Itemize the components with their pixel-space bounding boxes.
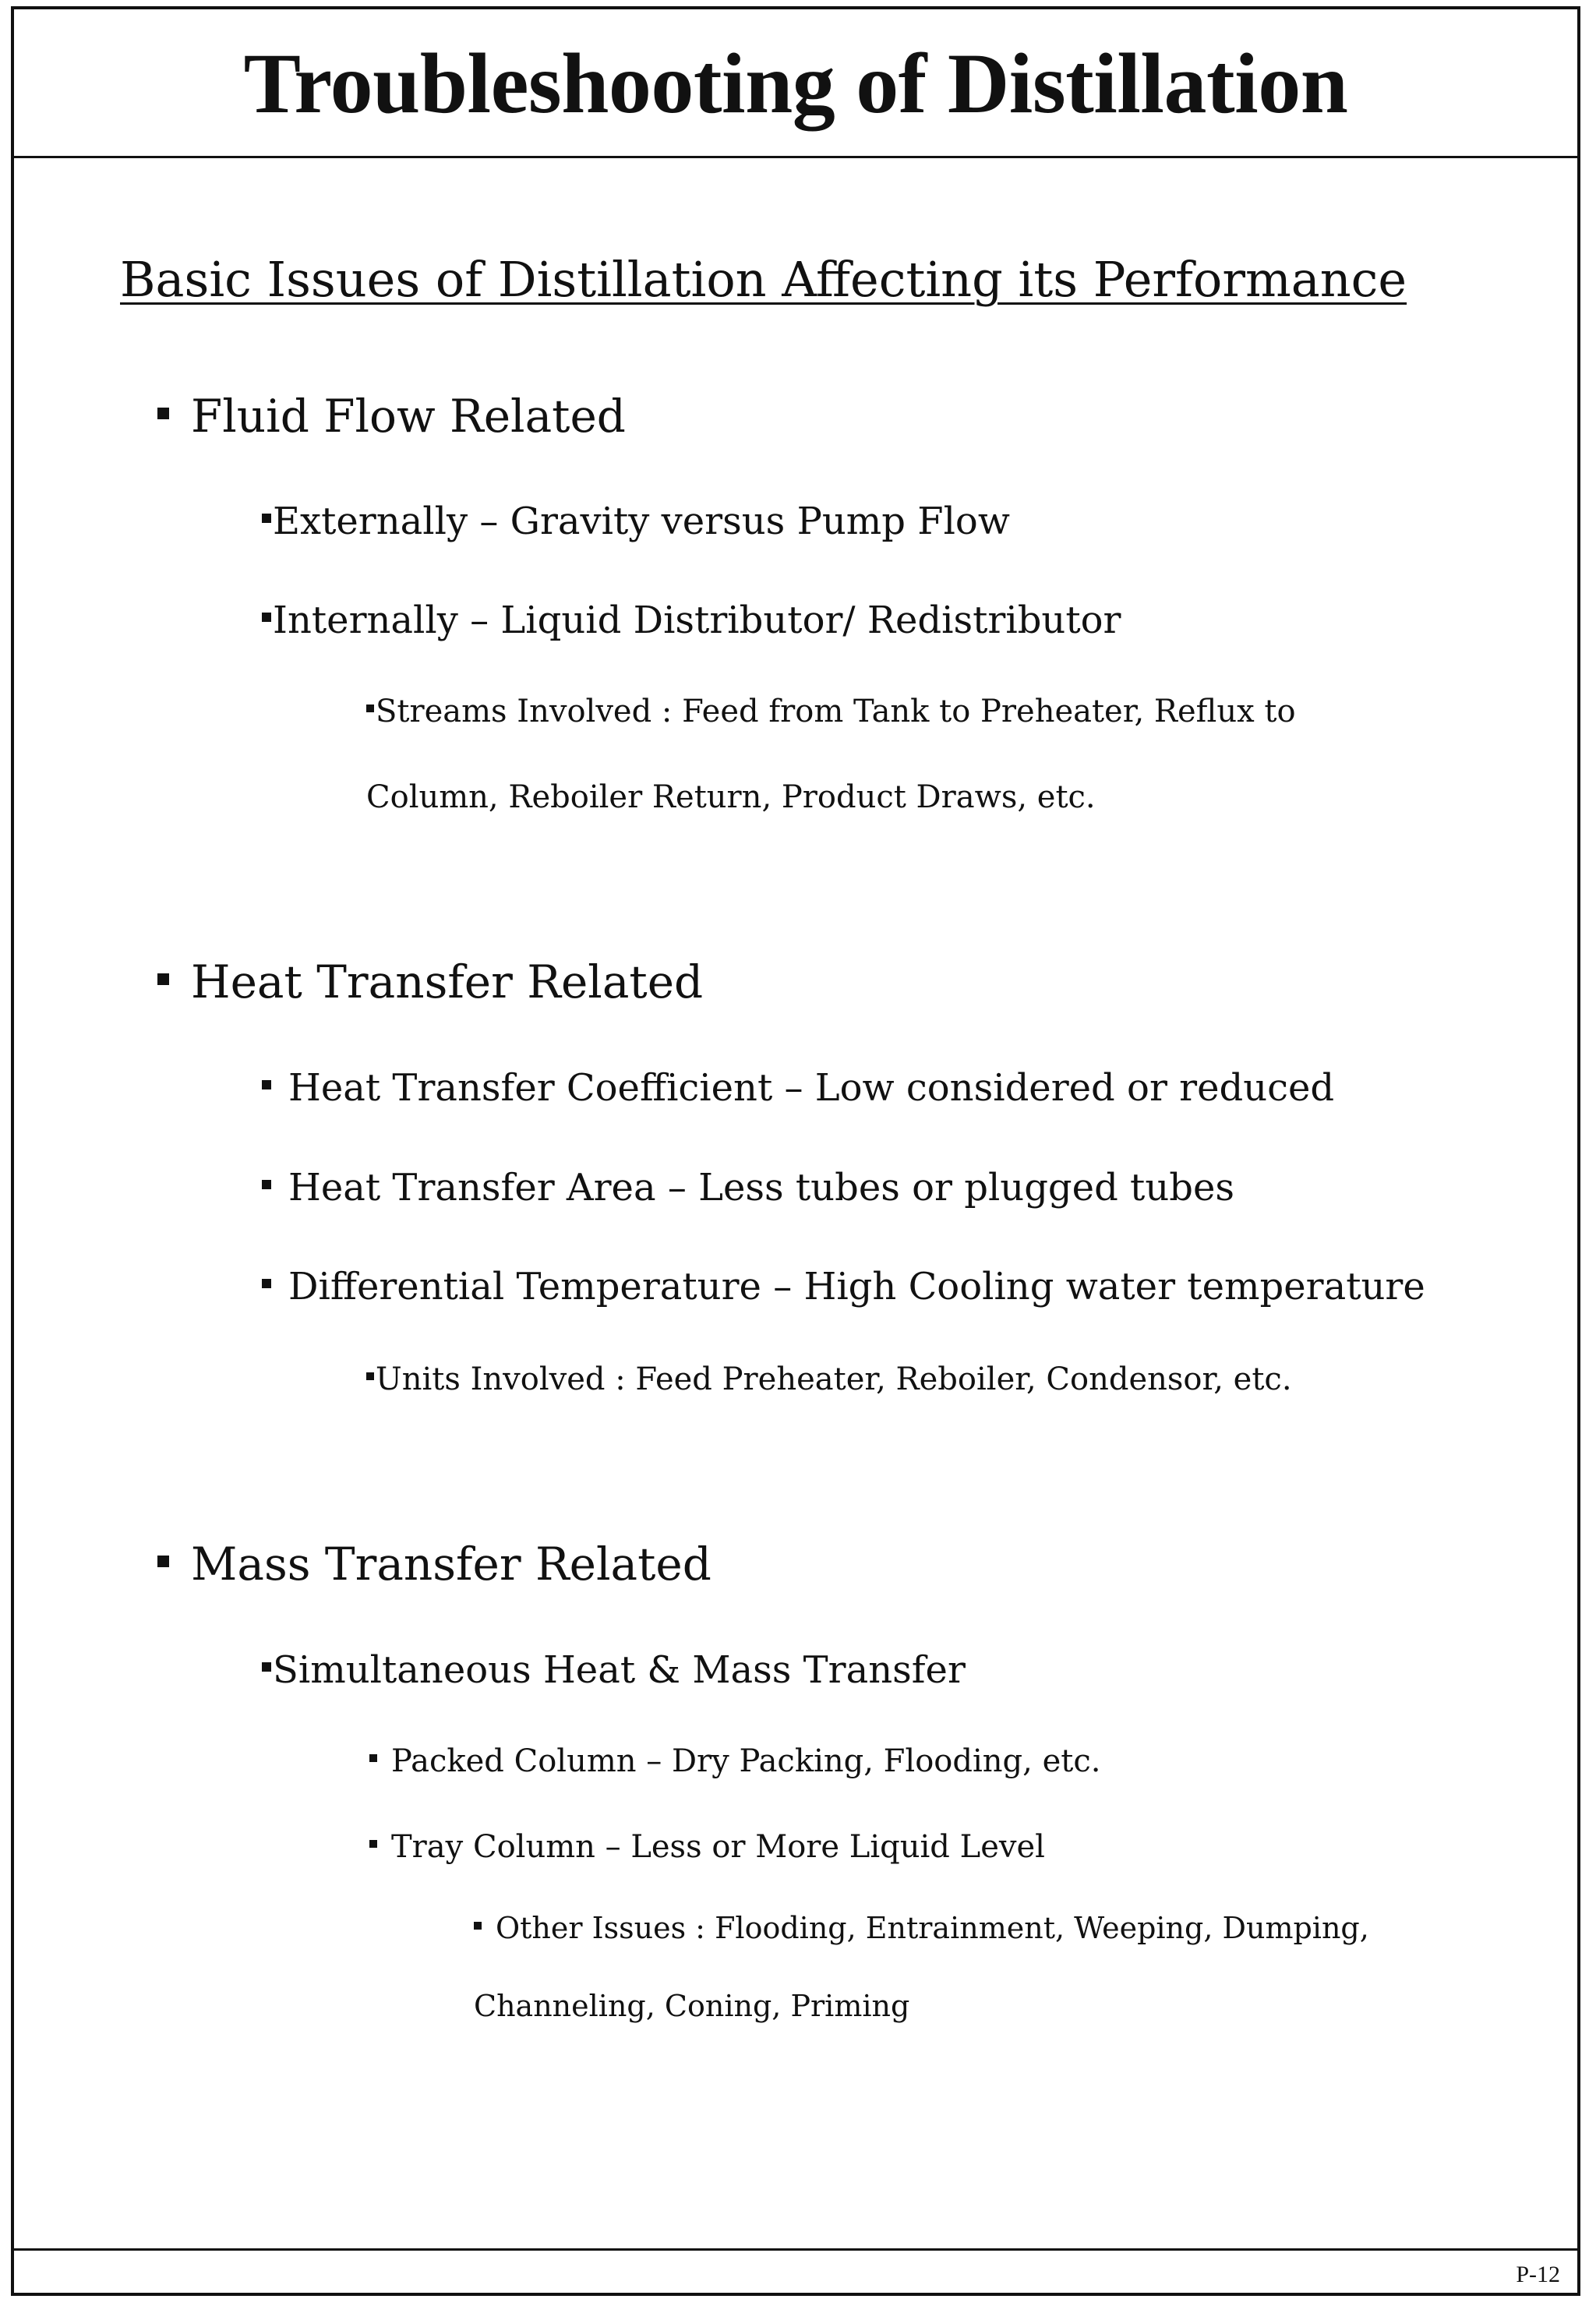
- heat-units-text: Units Involved : Feed Preheater, Reboiler, Condensor, etc.: [376, 1361, 1292, 1397]
- fluid-flow-heading: [157, 390, 626, 443]
- heat-differential-item: [262, 1265, 1425, 1308]
- mass-other-issues-item: [474, 1913, 1369, 1943]
- bullet-icon: [262, 1279, 271, 1288]
- mass-tray-item: [369, 1831, 1045, 1863]
- page-number: P-12: [1516, 2262, 1560, 2287]
- title-band: [14, 9, 1577, 158]
- heat-area-item: [262, 1166, 1235, 1210]
- mass-tray-text: Tray Column – Less or More Liquid Level: [391, 1829, 1045, 1865]
- page-frame: [11, 6, 1580, 2296]
- fluid-flow-heading-text: Fluid Flow Related: [191, 390, 626, 443]
- mass-simultaneous-text: Simultaneous Heat & Mass Transfer: [273, 1648, 966, 1692]
- section-subtitle: Basic Issues of Distillation Affecting its Performance: [120, 251, 1407, 308]
- mass-packed-item: [369, 1743, 1101, 1779]
- mass-transfer-heading-text: Mass Transfer Related: [191, 1538, 711, 1591]
- mass-packed-text: Packed Column – Dry Packing, Flooding, etc.: [391, 1743, 1101, 1779]
- bullet-icon: [262, 1662, 271, 1672]
- fluid-externally-text: Externally – Gravity versus Pump Flow: [273, 500, 1010, 543]
- bullet-icon: [366, 705, 374, 712]
- bullet-icon: [262, 1180, 271, 1189]
- bullet-icon: [366, 1372, 374, 1380]
- bullet-icon: [157, 1556, 169, 1567]
- heat-coefficient-item: [262, 1066, 1335, 1110]
- fluid-streams-continuation: Column, Reboiler Return, Product Draws, etc.: [366, 779, 1096, 815]
- heat-area-text: Heat Transfer Area – Less tubes or plugged tubes: [288, 1166, 1235, 1210]
- heat-transfer-heading: [157, 955, 704, 1008]
- heat-differential-text: Differential Temperature – High Cooling water temperature: [288, 1265, 1425, 1308]
- bullet-icon: [369, 1754, 377, 1762]
- mass-other-issues-text-1: Other Issues : Flooding, Entrainment, Weeping, Dumping,: [496, 1911, 1369, 1945]
- fluid-streams-item: [366, 696, 1296, 727]
- bullet-icon: [157, 408, 169, 419]
- mass-simultaneous-item: [262, 1648, 966, 1692]
- heat-coefficient-text: Heat Transfer Coefficient – Low considered or reduced: [288, 1066, 1335, 1110]
- bullet-icon: [262, 514, 271, 523]
- footer-divider: [14, 2248, 1577, 2251]
- heat-units-item: [366, 1361, 1292, 1397]
- bullet-icon: [474, 1922, 482, 1930]
- fluid-internally-text: Internally – Liquid Distributor/ Redistributor: [273, 599, 1121, 642]
- bullet-icon: [262, 1080, 271, 1089]
- fluid-streams-text-1: Streams Involved : Feed from Tank to Preheater, Reflux to: [376, 694, 1296, 729]
- bullet-icon: [369, 1840, 377, 1848]
- bullet-icon: [157, 973, 169, 985]
- page-title: Troubleshooting of Distillation: [243, 36, 1348, 131]
- mass-transfer-heading: [157, 1538, 711, 1591]
- mass-other-issues-continuation: Channeling, Coning, Priming: [474, 1989, 910, 2023]
- fluid-internally-item: [262, 599, 1121, 642]
- bullet-icon: [262, 613, 271, 622]
- fluid-externally-item: [262, 500, 1010, 543]
- heat-transfer-heading-text: Heat Transfer Related: [191, 955, 704, 1008]
